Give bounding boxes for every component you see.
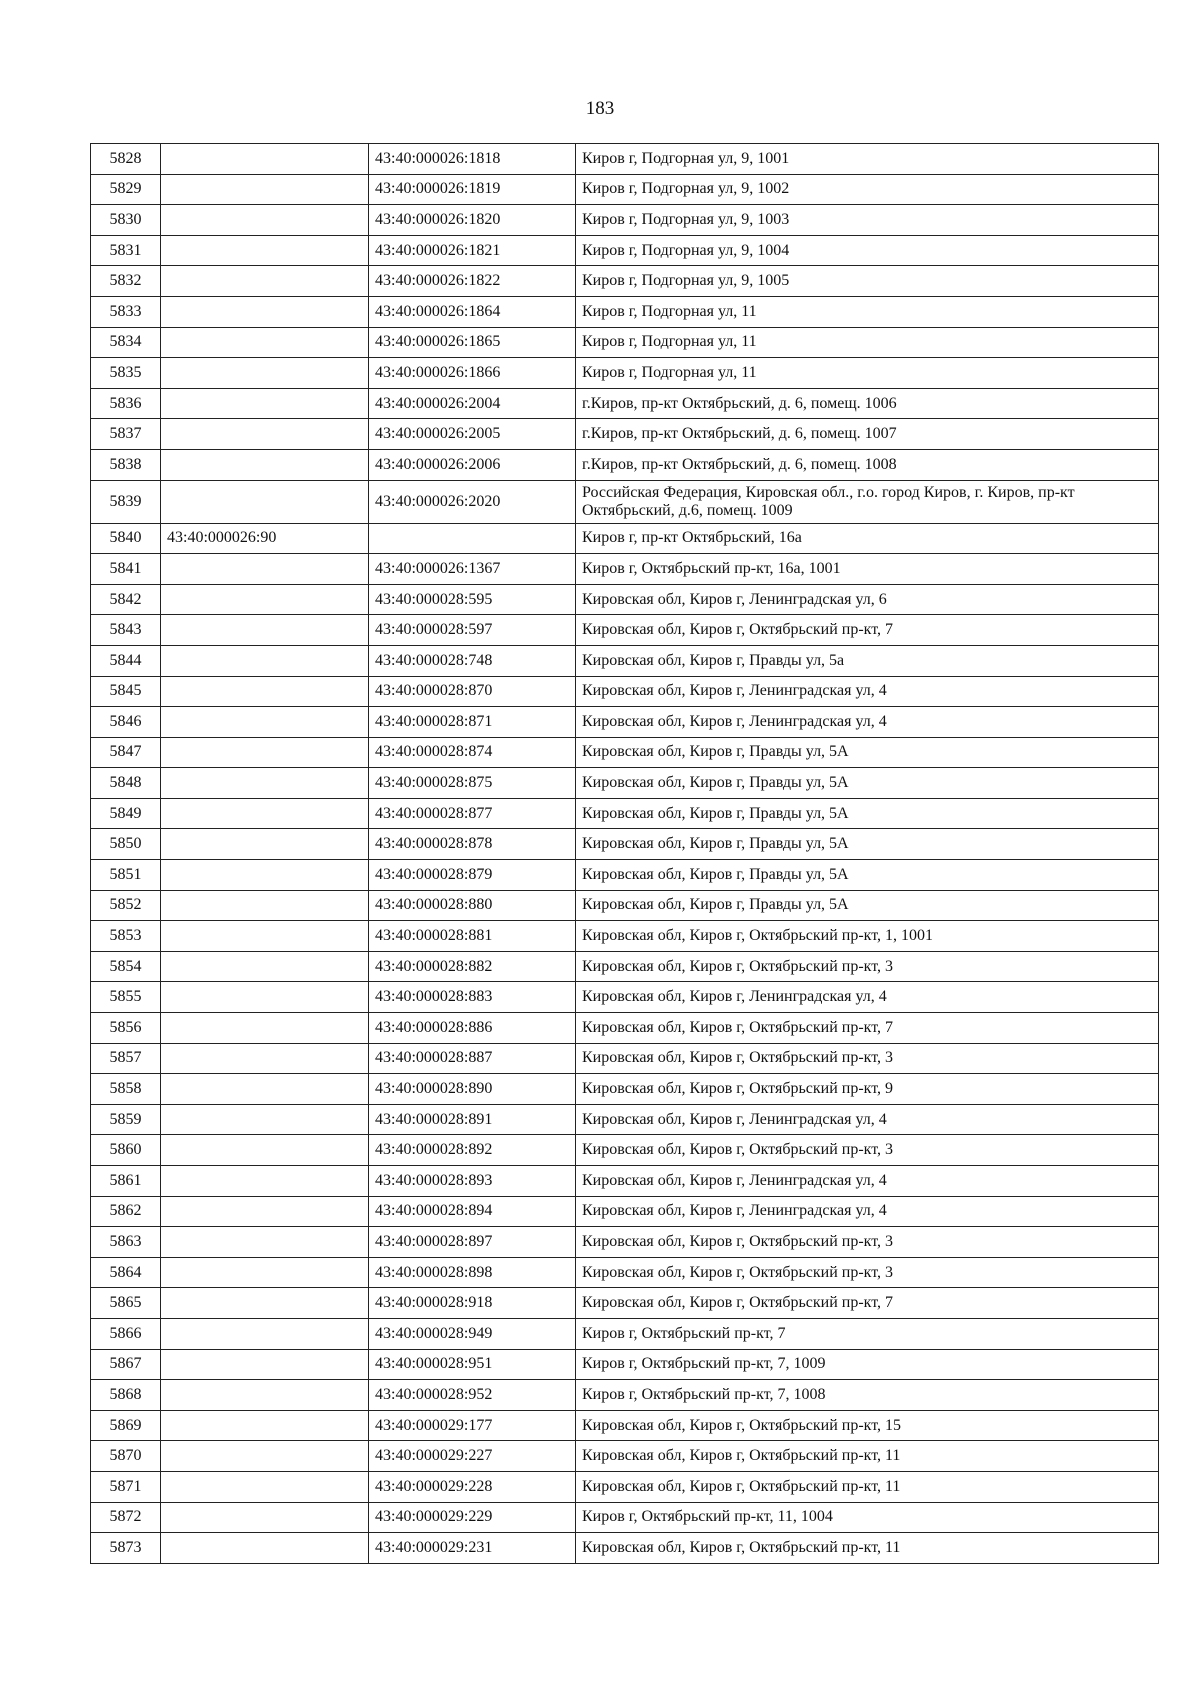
row-number-cell: 5867: [91, 1349, 161, 1380]
address-cell: Кировская обл, Киров г, Ленинградская ул, 6: [576, 584, 1159, 615]
table-row: [91, 1074, 1159, 1105]
cadastral-number-cell: 43:40:000028:949: [369, 1318, 576, 1349]
row-number-cell: 5871: [91, 1471, 161, 1502]
land-cadastral-cell: [161, 890, 369, 921]
table-row: [91, 1380, 1159, 1411]
cadastral-number-cell: 43:40:000028:892: [369, 1135, 576, 1166]
row-number-cell: 5868: [91, 1380, 161, 1411]
land-cadastral-cell: [161, 768, 369, 799]
table-row: [91, 768, 1159, 799]
row-number-cell: 5866: [91, 1318, 161, 1349]
row-number-cell: 5848: [91, 768, 161, 799]
table-row: [91, 615, 1159, 646]
table-row: [91, 1196, 1159, 1227]
row-number-cell: 5847: [91, 737, 161, 768]
row-number-cell: 5853: [91, 921, 161, 952]
row-number-cell: 5856: [91, 1013, 161, 1044]
table-row: [91, 1166, 1159, 1197]
row-number-cell: 5862: [91, 1196, 161, 1227]
address-cell: Кировская обл, Киров г, Октябрьский пр-кт, 7: [576, 1288, 1159, 1319]
table-row: [91, 1043, 1159, 1074]
land-cadastral-cell: [161, 584, 369, 615]
address-cell: Киров г, Подгорная ул, 11: [576, 296, 1159, 327]
cadastral-number-cell: 43:40:000028:880: [369, 890, 576, 921]
cadastral-number-cell: 43:40:000026:2005: [369, 419, 576, 450]
row-number-cell: 5837: [91, 419, 161, 450]
table-row: [91, 645, 1159, 676]
cadastral-number-cell: 43:40:000028:952: [369, 1380, 576, 1411]
row-number-cell: 5864: [91, 1257, 161, 1288]
address-cell: Кировская обл, Киров г, Правды ул, 5А: [576, 860, 1159, 891]
cadastral-number-cell: 43:40:000026:1819: [369, 174, 576, 205]
land-cadastral-cell: [161, 798, 369, 829]
address-cell: Киров г, Подгорная ул, 11: [576, 327, 1159, 358]
cadastral-number-cell: 43:40:000028:882: [369, 951, 576, 982]
cadastral-number-cell: 43:40:000028:875: [369, 768, 576, 799]
row-number-cell: 5842: [91, 584, 161, 615]
cadastral-number-cell: 43:40:000029:229: [369, 1502, 576, 1533]
cadastral-number-cell: 43:40:000026:2004: [369, 388, 576, 419]
address-cell: Кировская обл, Киров г, Октябрьский пр-кт, 11: [576, 1471, 1159, 1502]
property-registry-table: [90, 143, 1159, 1564]
address-cell: Киров г, Октябрьский пр-кт, 16а, 1001: [576, 554, 1159, 585]
cadastral-number-cell: 43:40:000028:874: [369, 737, 576, 768]
table-row: [91, 1533, 1159, 1564]
cadastral-number-cell: 43:40:000026:1864: [369, 296, 576, 327]
land-cadastral-cell: [161, 1074, 369, 1105]
cadastral-number-cell: 43:40:000026:1865: [369, 327, 576, 358]
cadastral-number-cell: 43:40:000028:748: [369, 645, 576, 676]
address-cell: Кировская обл, Киров г, Ленинградская ул, 4: [576, 1166, 1159, 1197]
table-row: [91, 584, 1159, 615]
table-row: [91, 982, 1159, 1013]
table-row: [91, 1471, 1159, 1502]
row-number-cell: 5870: [91, 1441, 161, 1472]
row-number-cell: 5869: [91, 1410, 161, 1441]
cadastral-number-cell: 43:40:000028:894: [369, 1196, 576, 1227]
row-number-cell: 5843: [91, 615, 161, 646]
land-cadastral-cell: [161, 615, 369, 646]
table-row: [91, 737, 1159, 768]
address-cell: г.Киров, пр-кт Октябрьский, д. 6, помещ. 1007: [576, 419, 1159, 450]
land-cadastral-cell: [161, 1288, 369, 1319]
row-number-cell: 5846: [91, 707, 161, 738]
cadastral-number-cell: 43:40:000028:897: [369, 1227, 576, 1258]
land-cadastral-cell: [161, 1166, 369, 1197]
address-cell: Кировская обл, Киров г, Ленинградская ул, 4: [576, 1104, 1159, 1135]
table-row: [91, 358, 1159, 389]
address-cell: Кировская обл, Киров г, Ленинградская ул, 4: [576, 982, 1159, 1013]
address-cell: Кировская обл, Киров г, Октябрьский пр-кт, 9: [576, 1074, 1159, 1105]
row-number-cell: 5839: [91, 480, 161, 523]
table-row: [91, 144, 1159, 175]
address-cell: Киров г, Подгорная ул, 9, 1001: [576, 144, 1159, 175]
cadastral-number-cell: 43:40:000028:891: [369, 1104, 576, 1135]
land-cadastral-cell: [161, 951, 369, 982]
land-cadastral-cell: [161, 554, 369, 585]
address-cell: Кировская обл, Киров г, Правды ул, 5А: [576, 829, 1159, 860]
table-row: [91, 1227, 1159, 1258]
table-row: [91, 1502, 1159, 1533]
row-number-cell: 5829: [91, 174, 161, 205]
land-cadastral-cell: [161, 829, 369, 860]
cadastral-number-cell: 43:40:000026:2006: [369, 449, 576, 480]
row-number-cell: 5838: [91, 449, 161, 480]
land-cadastral-cell: [161, 707, 369, 738]
table-row: [91, 951, 1159, 982]
table-row: [91, 1013, 1159, 1044]
land-cadastral-cell: [161, 174, 369, 205]
cadastral-number-cell: 43:40:000029:227: [369, 1441, 576, 1472]
land-cadastral-cell: [161, 266, 369, 297]
row-number-cell: 5845: [91, 676, 161, 707]
address-cell: Киров г, Октябрьский пр-кт, 7, 1009: [576, 1349, 1159, 1380]
table-row: [91, 296, 1159, 327]
address-cell: Кировская обл, Киров г, Октябрьский пр-кт, 7: [576, 1013, 1159, 1044]
cadastral-number-cell: 43:40:000028:890: [369, 1074, 576, 1105]
address-cell: Кировская обл, Киров г, Ленинградская ул, 4: [576, 707, 1159, 738]
address-cell: Кировская обл, Киров г, Октябрьский пр-кт, 7: [576, 615, 1159, 646]
row-number-cell: 5865: [91, 1288, 161, 1319]
address-cell: Кировская обл, Киров г, Октябрьский пр-кт, 3: [576, 1135, 1159, 1166]
cadastral-number-cell: 43:40:000026:1866: [369, 358, 576, 389]
row-number-cell: 5835: [91, 358, 161, 389]
address-cell: Киров г, Подгорная ул, 9, 1003: [576, 205, 1159, 236]
row-number-cell: 5828: [91, 144, 161, 175]
table-row: [91, 1104, 1159, 1135]
row-number-cell: 5849: [91, 798, 161, 829]
cadastral-number-cell: 43:40:000026:1367: [369, 554, 576, 585]
land-cadastral-cell: [161, 388, 369, 419]
land-cadastral-cell: [161, 419, 369, 450]
cadastral-number-cell: 43:40:000028:893: [369, 1166, 576, 1197]
table-row: [91, 890, 1159, 921]
table-row: [91, 205, 1159, 236]
address-cell: Кировская обл, Киров г, Правды ул, 5А: [576, 768, 1159, 799]
address-cell: Кировская обл, Киров г, Октябрьский пр-кт, 3: [576, 951, 1159, 982]
land-cadastral-cell: [161, 480, 369, 523]
row-number-cell: 5873: [91, 1533, 161, 1564]
cadastral-number-cell: 43:40:000026:1820: [369, 205, 576, 236]
address-cell: Кировская обл, Киров г, Правды ул, 5А: [576, 890, 1159, 921]
row-number-cell: 5859: [91, 1104, 161, 1135]
row-number-cell: 5844: [91, 645, 161, 676]
row-number-cell: 5857: [91, 1043, 161, 1074]
land-cadastral-cell: [161, 1135, 369, 1166]
address-cell: Киров г, пр-кт Октябрьский, 16а: [576, 523, 1159, 554]
cadastral-number-cell: 43:40:000029:177: [369, 1410, 576, 1441]
table-row: [91, 860, 1159, 891]
land-cadastral-cell: [161, 1043, 369, 1074]
table-row: [91, 1135, 1159, 1166]
row-number-cell: 5833: [91, 296, 161, 327]
cadastral-number-cell: 43:40:000029:231: [369, 1533, 576, 1564]
table-row: [91, 1441, 1159, 1472]
table-row: [91, 449, 1159, 480]
address-cell: Кировская обл, Киров г, Ленинградская ул, 4: [576, 1196, 1159, 1227]
page-number: 183: [585, 98, 615, 119]
cadastral-number-cell: [369, 523, 576, 554]
cadastral-number-cell: 43:40:000028:878: [369, 829, 576, 860]
address-cell: Кировская обл, Киров г, Правды ул, 5А: [576, 737, 1159, 768]
land-cadastral-cell: [161, 1104, 369, 1135]
land-cadastral-cell: [161, 1441, 369, 1472]
row-number-cell: 5852: [91, 890, 161, 921]
address-cell: Кировская обл, Киров г, Октябрьский пр-кт, 1, 1001: [576, 921, 1159, 952]
land-cadastral-cell: [161, 982, 369, 1013]
address-cell: Киров г, Подгорная ул, 9, 1005: [576, 266, 1159, 297]
row-number-cell: 5840: [91, 523, 161, 554]
land-cadastral-cell: [161, 1013, 369, 1044]
land-cadastral-cell: [161, 737, 369, 768]
row-number-cell: 5830: [91, 205, 161, 236]
address-cell: Кировская обл, Киров г, Октябрьский пр-кт, 3: [576, 1257, 1159, 1288]
land-cadastral-cell: [161, 144, 369, 175]
cadastral-number-cell: 43:40:000029:228: [369, 1471, 576, 1502]
cadastral-number-cell: 43:40:000028:886: [369, 1013, 576, 1044]
cadastral-number-cell: 43:40:000028:871: [369, 707, 576, 738]
table-row: [91, 1410, 1159, 1441]
cadastral-number-cell: 43:40:000026:1821: [369, 235, 576, 266]
row-number-cell: 5831: [91, 235, 161, 266]
cadastral-number-cell: 43:40:000028:870: [369, 676, 576, 707]
table-row: [91, 266, 1159, 297]
cadastral-number-cell: 43:40:000028:595: [369, 584, 576, 615]
address-cell: Киров г, Подгорная ул, 11: [576, 358, 1159, 389]
address-cell: Киров г, Октябрьский пр-кт, 7, 1008: [576, 1380, 1159, 1411]
land-cadastral-cell: [161, 1257, 369, 1288]
table-row: [91, 1318, 1159, 1349]
cadastral-number-cell: 43:40:000028:951: [369, 1349, 576, 1380]
land-cadastral-cell: [161, 645, 369, 676]
land-cadastral-cell: [161, 1502, 369, 1533]
cadastral-number-cell: 43:40:000026:1822: [369, 266, 576, 297]
address-cell: г.Киров, пр-кт Октябрьский, д. 6, помещ. 1008: [576, 449, 1159, 480]
row-number-cell: 5834: [91, 327, 161, 358]
land-cadastral-cell: [161, 1349, 369, 1380]
table-row: [91, 388, 1159, 419]
land-cadastral-cell: [161, 205, 369, 236]
table-row: [91, 829, 1159, 860]
row-number-cell: 5863: [91, 1227, 161, 1258]
address-cell: Кировская обл, Киров г, Ленинградская ул, 4: [576, 676, 1159, 707]
land-cadastral-cell: [161, 449, 369, 480]
address-cell: Кировская обл, Киров г, Октябрьский пр-кт, 11: [576, 1533, 1159, 1564]
row-number-cell: 5872: [91, 1502, 161, 1533]
cadastral-number-cell: 43:40:000028:887: [369, 1043, 576, 1074]
address-cell: Киров г, Подгорная ул, 9, 1004: [576, 235, 1159, 266]
registry-body: [91, 144, 1159, 1564]
row-number-cell: 5860: [91, 1135, 161, 1166]
land-cadastral-cell: [161, 921, 369, 952]
land-cadastral-cell: [161, 1227, 369, 1258]
cadastral-number-cell: 43:40:000028:883: [369, 982, 576, 1013]
table-row: [91, 554, 1159, 585]
address-cell: Кировская обл, Киров г, Октябрьский пр-кт, 3: [576, 1043, 1159, 1074]
cadastral-number-cell: 43:40:000028:597: [369, 615, 576, 646]
row-number-cell: 5854: [91, 951, 161, 982]
table-row: [91, 1349, 1159, 1380]
table-row: [91, 1257, 1159, 1288]
row-number-cell: 5855: [91, 982, 161, 1013]
table-row: [91, 480, 1159, 523]
address-cell: Киров г, Октябрьский пр-кт, 7: [576, 1318, 1159, 1349]
table-row: [91, 798, 1159, 829]
cadastral-number-cell: 43:40:000028:881: [369, 921, 576, 952]
cadastral-number-cell: 43:40:000028:898: [369, 1257, 576, 1288]
address-cell: Российская Федерация, Кировская обл., г.о. город Киров, г. Киров, пр-кт Октябрьский, д.6, помещ. 1009: [576, 480, 1159, 523]
address-cell: Киров г, Октябрьский пр-кт, 11, 1004: [576, 1502, 1159, 1533]
row-number-cell: 5841: [91, 554, 161, 585]
land-cadastral-cell: [161, 1533, 369, 1564]
row-number-cell: 5851: [91, 860, 161, 891]
table-row: [91, 327, 1159, 358]
land-cadastral-cell: [161, 1196, 369, 1227]
land-cadastral-cell: 43:40:000026:90: [161, 523, 369, 554]
row-number-cell: 5832: [91, 266, 161, 297]
land-cadastral-cell: [161, 676, 369, 707]
address-cell: г.Киров, пр-кт Октябрьский, д. 6, помещ. 1006: [576, 388, 1159, 419]
address-cell: Кировская обл, Киров г, Правды ул, 5А: [576, 798, 1159, 829]
address-cell: Киров г, Подгорная ул, 9, 1002: [576, 174, 1159, 205]
table-row: [91, 921, 1159, 952]
cadastral-number-cell: 43:40:000026:2020: [369, 480, 576, 523]
cadastral-number-cell: 43:40:000026:1818: [369, 144, 576, 175]
address-cell: Кировская обл, Киров г, Октябрьский пр-кт, 11: [576, 1441, 1159, 1472]
cadastral-number-cell: 43:40:000028:918: [369, 1288, 576, 1319]
address-cell: Кировская обл, Киров г, Октябрьский пр-кт, 15: [576, 1410, 1159, 1441]
table-row: [91, 523, 1159, 554]
cadastral-number-cell: 43:40:000028:879: [369, 860, 576, 891]
land-cadastral-cell: [161, 358, 369, 389]
table-row: [91, 676, 1159, 707]
table-row: [91, 174, 1159, 205]
row-number-cell: 5836: [91, 388, 161, 419]
row-number-cell: 5861: [91, 1166, 161, 1197]
row-number-cell: 5850: [91, 829, 161, 860]
address-cell: Кировская обл, Киров г, Правды ул, 5а: [576, 645, 1159, 676]
land-cadastral-cell: [161, 1318, 369, 1349]
table-row: [91, 1288, 1159, 1319]
land-cadastral-cell: [161, 296, 369, 327]
land-cadastral-cell: [161, 860, 369, 891]
row-number-cell: 5858: [91, 1074, 161, 1105]
land-cadastral-cell: [161, 1380, 369, 1411]
land-cadastral-cell: [161, 235, 369, 266]
cadastral-number-cell: 43:40:000028:877: [369, 798, 576, 829]
table-row: [91, 707, 1159, 738]
table-row: [91, 419, 1159, 450]
land-cadastral-cell: [161, 1471, 369, 1502]
table-row: [91, 235, 1159, 266]
land-cadastral-cell: [161, 1410, 369, 1441]
land-cadastral-cell: [161, 327, 369, 358]
address-cell: Кировская обл, Киров г, Октябрьский пр-кт, 3: [576, 1227, 1159, 1258]
